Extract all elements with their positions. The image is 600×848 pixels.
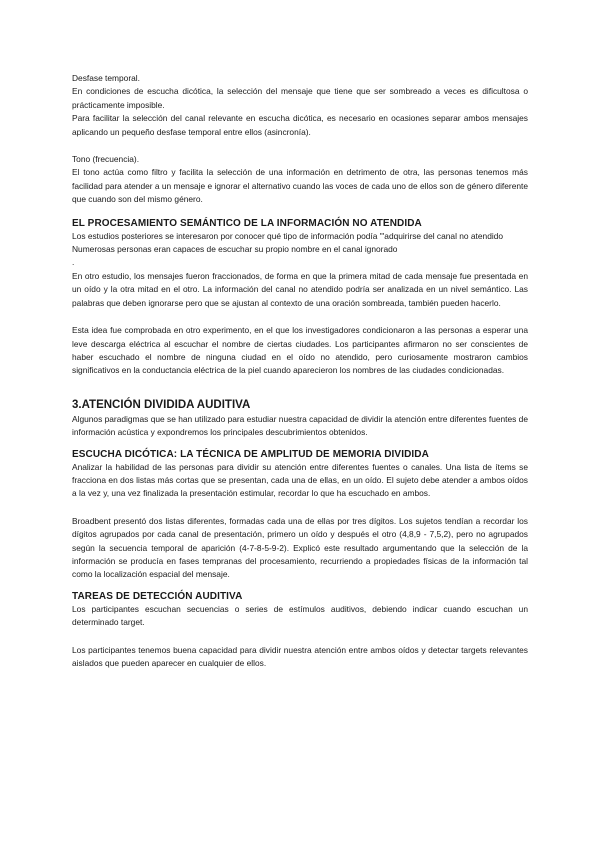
heading-atencion-dividida: 3.ATENCIÓN DIVIDIDA AUDITIVA — [72, 398, 251, 411]
paragraph: Broadbent presentó dos listas diferentes, formadas cada una de ellas por tres dígitos. Los sujetos tendían a recordar los dígitos agrupados por cada canal de presentación, primero un oído y después el otro (4,8,9 - 7,5,2), pero no agrupados según la secuencia temporal de aparición (4-7-8-5-9-2). Explicó este resultado argumentando que la selección de la información se producía en fases tempranas del procesamiento, recurriendo a propiedades físicas de la información tal como la localización espacial del mensaje. — [72, 515, 528, 580]
section-label-desfase: Desfase temporal. — [72, 73, 140, 83]
paragraph: Esta idea fue comprobada en otro experimento, en el que los investigadores condicionaron a las personas a esperar una leve descarga eléctrica al escuchar el nombre de ciertas ciudades. Los participantes afirmaron no ser conscientes de haber escuchado el nombre de ninguna ciudad en el oído no atendido, pero curiosamente mostraron cambios significativos en la conductancia eléctrica de la piel cuando aparecieron los nombres de las ciudades condicionadas. — [72, 325, 528, 376]
paragraph: En condiciones de escucha dicótica, la selección del mensaje que tiene que ser sombreado a veces es dificultosa o prácticamente imposible. — [72, 86, 528, 110]
document-page — [72, 72, 528, 670]
section-label-tono: Tono (frecuencia). — [72, 154, 140, 165]
paragraph: Los participantes tenemos buena capacidad para dividir nuestra atención entre ambos oídos y detectar targets relevantes aislados que pueden aparecer en cualquier de ellos. — [72, 644, 528, 668]
heading-tareas-deteccion: TAREAS DE DETECCIÓN AUDITIVA — [72, 590, 243, 602]
stray-dot: . — [72, 257, 75, 268]
paragraph: Analizar la habilidad de las personas para dividir su atención entre diferentes fuentes o canales. Una lista de ítems se fracciona en dos listas más cortas que se presentan, cada una de ellas, en un oído. El sujeto debe atender a ambos oídos a la vez y, una vez finalizada la presentación estimular, recordar lo que ha escuchado en ambos. — [72, 461, 528, 499]
paragraph: Los participantes escuchan secuencias o series de estímulos auditivos, debiendo indicar cuando escuchan un determinado target. — [72, 603, 528, 628]
heading-escucha-dicotica: ESCUCHA DICÓTICA: LA TÉCNICA DE AMPLITUD DE MEMORIA DIVIDIDA — [72, 448, 429, 460]
paragraph: Algunos paradigmas que se han utilizado para estudiar nuestra capacidad de dividir la atención entre diferentes fuentes de información acústica y expondremos los principales descubrimientos obtenidos. — [72, 413, 528, 438]
paragraph: Numerosas personas eran capaces de escuchar su propio nombre en el canal ignorado — [72, 244, 398, 255]
heading-procesamiento-semantico: EL PROCESAMIENTO SEMÁNTICO DE LA INFORMACIÓN NO ATENDIDA — [72, 217, 422, 229]
paragraph: Los estudios posteriores se interesaron por conocer qué tipo de información podía "'adquirirse del canal no atendido — [72, 230, 504, 241]
paragraph: Para facilitar la selección del canal relevante en escucha dicótica, es necesario en ocasiones separar ambos mensajes aplicando un pequeño desfase temporal entre ellos (asincronía). — [72, 113, 528, 137]
paragraph: El tono actúa como filtro y facilita la selección de una información en detrimento de otra, las personas tenemos más facilidad para atender a un mensaje e ignorar el alternativo cuando las voces de cada uno de ellos son de género diferente que cuando son del mismo género. — [72, 167, 528, 205]
paragraph: En otro estudio, los mensajes fueron fraccionados, de forma en que la primera mitad de cada mensaje fue presentada en un oído y la otra mitad en el otro. La información del canal no atendido podría ser analizada en un nivel semántico. Las palabras que deben ignorarse pero que se ajustan al contexto de una oración sombreada, también pueden hacerlo. — [72, 270, 528, 308]
